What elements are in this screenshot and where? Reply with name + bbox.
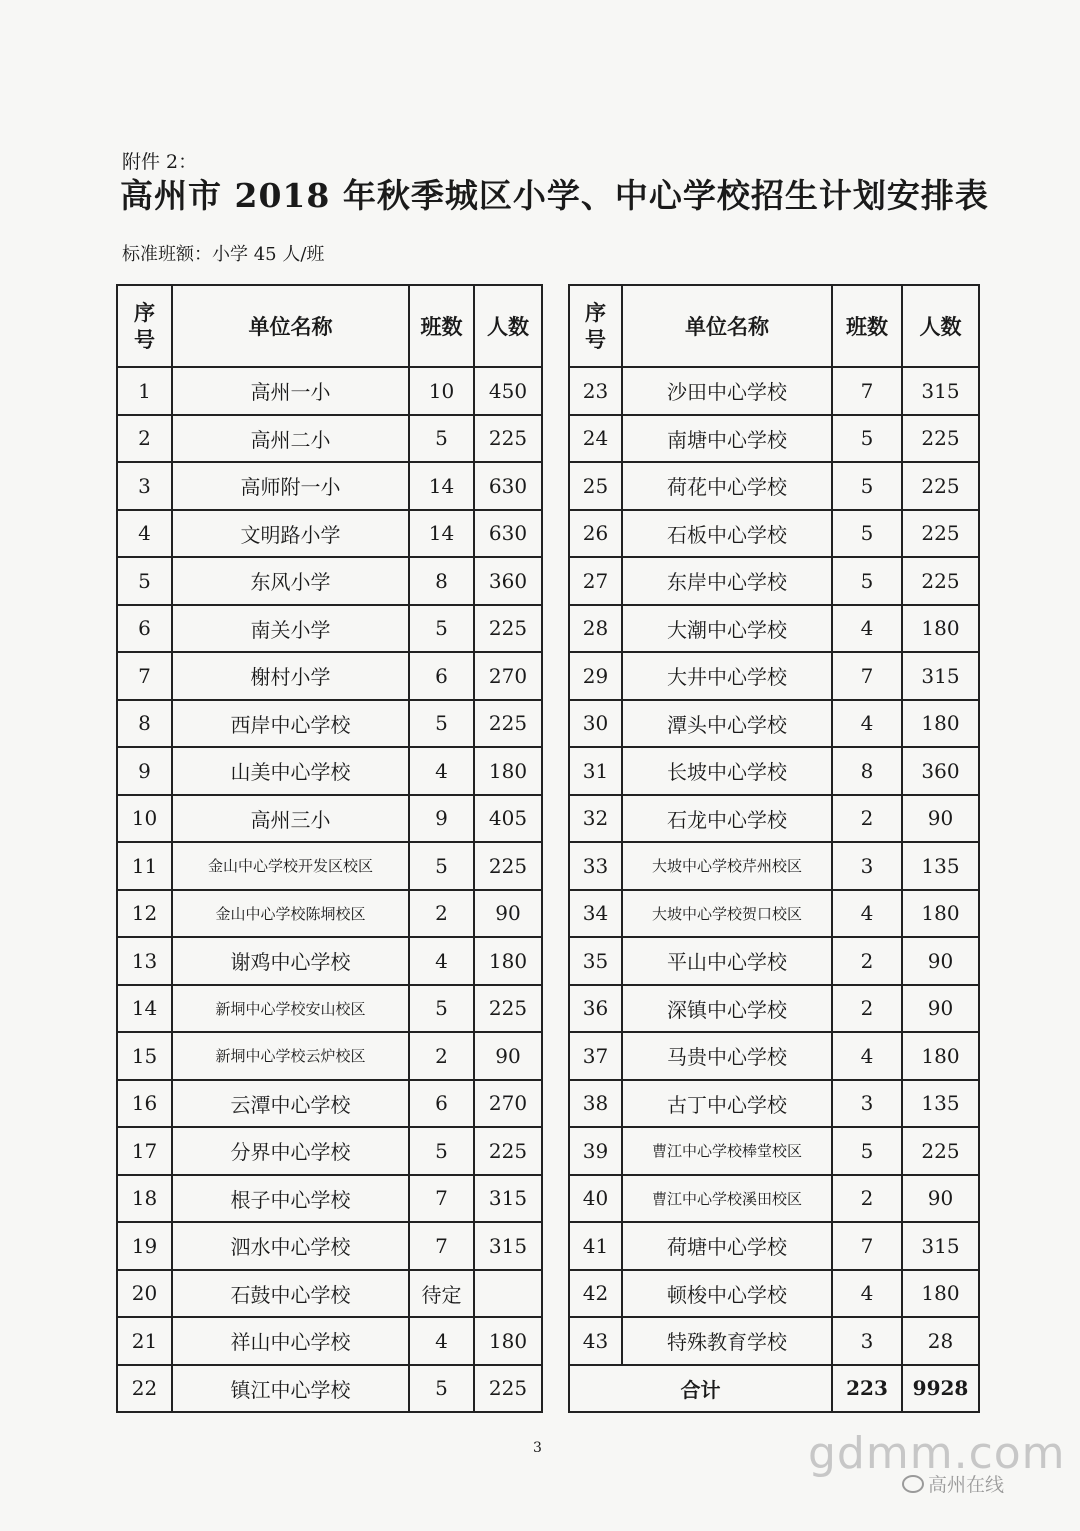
table-row	[569, 652, 979, 700]
people-cell: 90	[902, 985, 979, 1033]
classes-cell: 4	[409, 1317, 474, 1365]
name-cell: 荷塘中心学校	[622, 1222, 832, 1270]
table-row	[569, 890, 979, 938]
people-cell: 180	[474, 747, 542, 795]
classes-cell: 7	[832, 1222, 902, 1270]
seq-cell: 28	[569, 605, 622, 653]
table-row	[117, 937, 542, 985]
table-row	[569, 1222, 979, 1270]
people-cell: 270	[474, 1080, 542, 1128]
document-title: 高州市 2018 年秋季城区小学、中心学校招生计划安排表	[120, 176, 989, 215]
people-cell: 180	[474, 1317, 542, 1365]
people-header: 人数	[902, 285, 979, 367]
people-cell: 450	[474, 367, 542, 415]
classes-cell: 5	[409, 415, 474, 463]
classes-cell: 4	[832, 700, 902, 748]
seq-cell: 25	[569, 462, 622, 510]
table-row	[569, 700, 979, 748]
people-cell: 225	[474, 700, 542, 748]
people-cell: 225	[474, 985, 542, 1033]
table-row	[569, 747, 979, 795]
classes-cell: 5	[409, 1127, 474, 1175]
people-header: 人数	[474, 285, 542, 367]
people-cell: 90	[902, 937, 979, 985]
classes-cell: 2	[409, 890, 474, 938]
table-row	[117, 842, 542, 890]
seq-cell: 20	[117, 1270, 172, 1318]
name-cell: 文明路小学	[172, 510, 409, 558]
people-cell: 225	[902, 415, 979, 463]
name-cell: 大坡中心学校贺口校区	[622, 890, 832, 938]
name-cell: 沙田中心学校	[622, 367, 832, 415]
classes-cell: 6	[409, 1080, 474, 1128]
classes-cell: 4	[832, 1032, 902, 1080]
seq-cell: 9	[117, 747, 172, 795]
seq-cell: 13	[117, 937, 172, 985]
seq-cell: 21	[117, 1317, 172, 1365]
seq-cell: 7	[117, 652, 172, 700]
table-row	[117, 652, 542, 700]
classes-cell: 5	[409, 842, 474, 890]
name-cell: 祥山中心学校	[172, 1317, 409, 1365]
classes-cell: 待定	[409, 1270, 474, 1318]
total-label: 合计	[569, 1365, 832, 1413]
table-row	[117, 605, 542, 653]
people-cell: 630	[474, 462, 542, 510]
table-row	[569, 795, 979, 843]
classes-cell: 7	[409, 1175, 474, 1223]
seq-cell: 14	[117, 985, 172, 1033]
seq-cell: 19	[117, 1222, 172, 1270]
table-row	[117, 1222, 542, 1270]
people-cell: 360	[474, 557, 542, 605]
name-cell: 深镇中心学校	[622, 985, 832, 1033]
seq-cell: 26	[569, 510, 622, 558]
right-header-row	[569, 285, 979, 367]
name-header: 单位名称	[172, 285, 409, 367]
name-cell: 荷花中心学校	[622, 462, 832, 510]
people-cell: 225	[902, 1127, 979, 1175]
name-cell: 高州二小	[172, 415, 409, 463]
name-cell: 马贵中心学校	[622, 1032, 832, 1080]
table-row	[117, 1175, 542, 1223]
table-row	[569, 1032, 979, 1080]
people-cell: 90	[474, 1032, 542, 1080]
classes-cell: 2	[832, 1175, 902, 1223]
table-row	[569, 842, 979, 890]
table-row	[117, 462, 542, 510]
seq-cell: 30	[569, 700, 622, 748]
table-row	[569, 510, 979, 558]
name-cell: 根子中心学校	[172, 1175, 409, 1223]
seq-cell: 10	[117, 795, 172, 843]
name-cell: 高州三小	[172, 795, 409, 843]
table-row	[117, 415, 542, 463]
name-cell: 石龙中心学校	[622, 795, 832, 843]
name-cell: 镇江中心学校	[172, 1365, 409, 1413]
people-cell: 225	[474, 415, 542, 463]
table-row	[117, 747, 542, 795]
name-cell: 南塘中心学校	[622, 415, 832, 463]
seq-cell: 41	[569, 1222, 622, 1270]
seq-cell: 3	[117, 462, 172, 510]
seq-cell: 43	[569, 1317, 622, 1365]
people-cell: 135	[902, 1080, 979, 1128]
people-cell	[474, 1270, 542, 1318]
seq-cell: 12	[117, 890, 172, 938]
seq-cell: 11	[117, 842, 172, 890]
name-cell: 云潭中心学校	[172, 1080, 409, 1128]
seq-cell: 39	[569, 1127, 622, 1175]
total-people: 9928	[902, 1365, 979, 1413]
table-row	[569, 937, 979, 985]
classes-cell: 6	[409, 652, 474, 700]
name-cell: 新垌中心学校安山校区	[172, 985, 409, 1033]
classes-cell: 10	[409, 367, 474, 415]
seq-cell: 15	[117, 1032, 172, 1080]
seq-cell: 29	[569, 652, 622, 700]
classes-cell: 7	[832, 367, 902, 415]
classes-cell: 4	[832, 605, 902, 653]
seq-cell: 1	[117, 367, 172, 415]
classes-cell: 8	[409, 557, 474, 605]
chat-bubble-icon	[902, 1475, 924, 1493]
name-cell: 谢鸡中心学校	[172, 937, 409, 985]
people-cell: 180	[902, 890, 979, 938]
name-cell: 顿梭中心学校	[622, 1270, 832, 1318]
classes-cell: 5	[409, 985, 474, 1033]
people-cell: 225	[902, 557, 979, 605]
people-cell: 270	[474, 652, 542, 700]
seq-cell: 8	[117, 700, 172, 748]
people-cell: 315	[902, 652, 979, 700]
table-row	[569, 1080, 979, 1128]
classes-cell: 9	[409, 795, 474, 843]
name-cell: 曹江中心学校棒堂校区	[622, 1127, 832, 1175]
classes-cell: 5	[832, 557, 902, 605]
people-cell: 225	[902, 462, 979, 510]
total-row	[569, 1365, 979, 1413]
seq-header: 序号	[117, 285, 172, 367]
people-cell: 315	[902, 367, 979, 415]
page-number: 3	[533, 1440, 542, 1456]
right-table	[568, 284, 980, 1413]
seq-cell: 23	[569, 367, 622, 415]
table-row	[569, 985, 979, 1033]
table-row	[117, 1365, 542, 1413]
people-cell: 360	[902, 747, 979, 795]
name-cell: 潭头中心学校	[622, 700, 832, 748]
table-row	[569, 367, 979, 415]
name-header: 单位名称	[622, 285, 832, 367]
table-row	[569, 1127, 979, 1175]
name-cell: 高州一小	[172, 367, 409, 415]
classes-cell: 3	[832, 842, 902, 890]
name-cell: 榭村小学	[172, 652, 409, 700]
seq-cell: 27	[569, 557, 622, 605]
people-cell: 28	[902, 1317, 979, 1365]
table-row	[117, 890, 542, 938]
people-cell: 315	[474, 1222, 542, 1270]
people-cell: 180	[902, 1270, 979, 1318]
classes-cell: 5	[409, 700, 474, 748]
classes-cell: 2	[832, 937, 902, 985]
table-row	[569, 1175, 979, 1223]
total-classes: 223	[832, 1365, 902, 1413]
people-cell: 180	[902, 1032, 979, 1080]
seq-cell: 16	[117, 1080, 172, 1128]
people-cell: 315	[902, 1222, 979, 1270]
classes-cell: 4	[409, 937, 474, 985]
seq-cell: 40	[569, 1175, 622, 1223]
table-row	[117, 1317, 542, 1365]
name-cell: 新垌中心学校云炉校区	[172, 1032, 409, 1080]
seq-cell: 31	[569, 747, 622, 795]
logo-text: 高州在线	[928, 1474, 1005, 1496]
name-cell: 山美中心学校	[172, 747, 409, 795]
table-row	[569, 1270, 979, 1318]
people-cell: 225	[902, 510, 979, 558]
classes-cell: 7	[409, 1222, 474, 1270]
classes-cell: 5	[832, 462, 902, 510]
seq-cell: 42	[569, 1270, 622, 1318]
name-cell: 石鼓中心学校	[172, 1270, 409, 1318]
table-row	[569, 415, 979, 463]
seq-cell: 5	[117, 557, 172, 605]
table-row	[117, 1127, 542, 1175]
name-cell: 金山中心学校开发区校区	[172, 842, 409, 890]
left-header-row	[117, 285, 542, 367]
seq-cell: 38	[569, 1080, 622, 1128]
classes-cell: 3	[832, 1080, 902, 1128]
left-table	[116, 284, 543, 1413]
name-cell: 大潮中心学校	[622, 605, 832, 653]
classes-header: 班数	[832, 285, 902, 367]
table-row	[569, 1317, 979, 1365]
name-cell: 大坡中心学校芹州校区	[622, 842, 832, 890]
people-cell: 135	[902, 842, 979, 890]
people-cell: 180	[474, 937, 542, 985]
seq-cell: 37	[569, 1032, 622, 1080]
table-row	[117, 700, 542, 748]
classes-cell: 5	[409, 605, 474, 653]
watermark: gdmm.com	[808, 1428, 1066, 1479]
name-cell: 平山中心学校	[622, 937, 832, 985]
name-cell: 特殊教育学校	[622, 1317, 832, 1365]
name-cell: 泗水中心学校	[172, 1222, 409, 1270]
people-cell: 225	[474, 605, 542, 653]
classes-header: 班数	[409, 285, 474, 367]
name-cell: 西岸中心学校	[172, 700, 409, 748]
table-row	[117, 1080, 542, 1128]
table-row	[117, 367, 542, 415]
seq-cell: 36	[569, 985, 622, 1033]
classes-cell: 4	[409, 747, 474, 795]
classes-cell: 7	[832, 652, 902, 700]
table-row	[569, 462, 979, 510]
source-logo	[902, 1470, 1004, 1497]
seq-cell: 6	[117, 605, 172, 653]
standard-class-note: 标准班额：小学 45 人/班	[122, 244, 325, 265]
classes-cell: 8	[832, 747, 902, 795]
seq-cell: 17	[117, 1127, 172, 1175]
attachment-label: 附件 2：	[122, 151, 198, 173]
table-row	[117, 1270, 542, 1318]
people-cell: 405	[474, 795, 542, 843]
table-row	[117, 795, 542, 843]
people-cell: 90	[902, 1175, 979, 1223]
classes-cell: 2	[409, 1032, 474, 1080]
people-cell: 180	[902, 605, 979, 653]
classes-cell: 5	[409, 1365, 474, 1413]
classes-cell: 4	[832, 1270, 902, 1318]
seq-cell: 35	[569, 937, 622, 985]
people-cell: 225	[474, 1127, 542, 1175]
table-row	[117, 510, 542, 558]
classes-cell: 5	[832, 415, 902, 463]
name-cell: 石板中心学校	[622, 510, 832, 558]
table-row	[117, 985, 542, 1033]
seq-cell: 33	[569, 842, 622, 890]
people-cell: 90	[474, 890, 542, 938]
seq-cell: 4	[117, 510, 172, 558]
name-cell: 东岸中心学校	[622, 557, 832, 605]
seq-cell: 32	[569, 795, 622, 843]
people-cell: 630	[474, 510, 542, 558]
name-cell: 南关小学	[172, 605, 409, 653]
name-cell: 长坡中心学校	[622, 747, 832, 795]
classes-cell: 3	[832, 1317, 902, 1365]
classes-cell: 14	[409, 510, 474, 558]
name-cell: 高师附一小	[172, 462, 409, 510]
classes-cell: 2	[832, 795, 902, 843]
name-cell: 古丁中心学校	[622, 1080, 832, 1128]
seq-header: 序号	[569, 285, 622, 367]
table-row	[569, 557, 979, 605]
name-cell: 曹江中心学校溪田校区	[622, 1175, 832, 1223]
seq-cell: 24	[569, 415, 622, 463]
table-row	[569, 605, 979, 653]
seq-cell: 2	[117, 415, 172, 463]
people-cell: 315	[474, 1175, 542, 1223]
seq-cell: 34	[569, 890, 622, 938]
classes-cell: 4	[832, 890, 902, 938]
people-cell: 225	[474, 1365, 542, 1413]
seq-cell: 18	[117, 1175, 172, 1223]
name-cell: 金山中心学校陈垌校区	[172, 890, 409, 938]
classes-cell: 5	[832, 510, 902, 558]
table-row	[117, 557, 542, 605]
people-cell: 180	[902, 700, 979, 748]
people-cell: 90	[902, 795, 979, 843]
table-row	[117, 1032, 542, 1080]
classes-cell: 5	[832, 1127, 902, 1175]
name-cell: 分界中心学校	[172, 1127, 409, 1175]
classes-cell: 14	[409, 462, 474, 510]
classes-cell: 2	[832, 985, 902, 1033]
name-cell: 大井中心学校	[622, 652, 832, 700]
seq-cell: 22	[117, 1365, 172, 1413]
people-cell: 225	[474, 842, 542, 890]
name-cell: 东风小学	[172, 557, 409, 605]
